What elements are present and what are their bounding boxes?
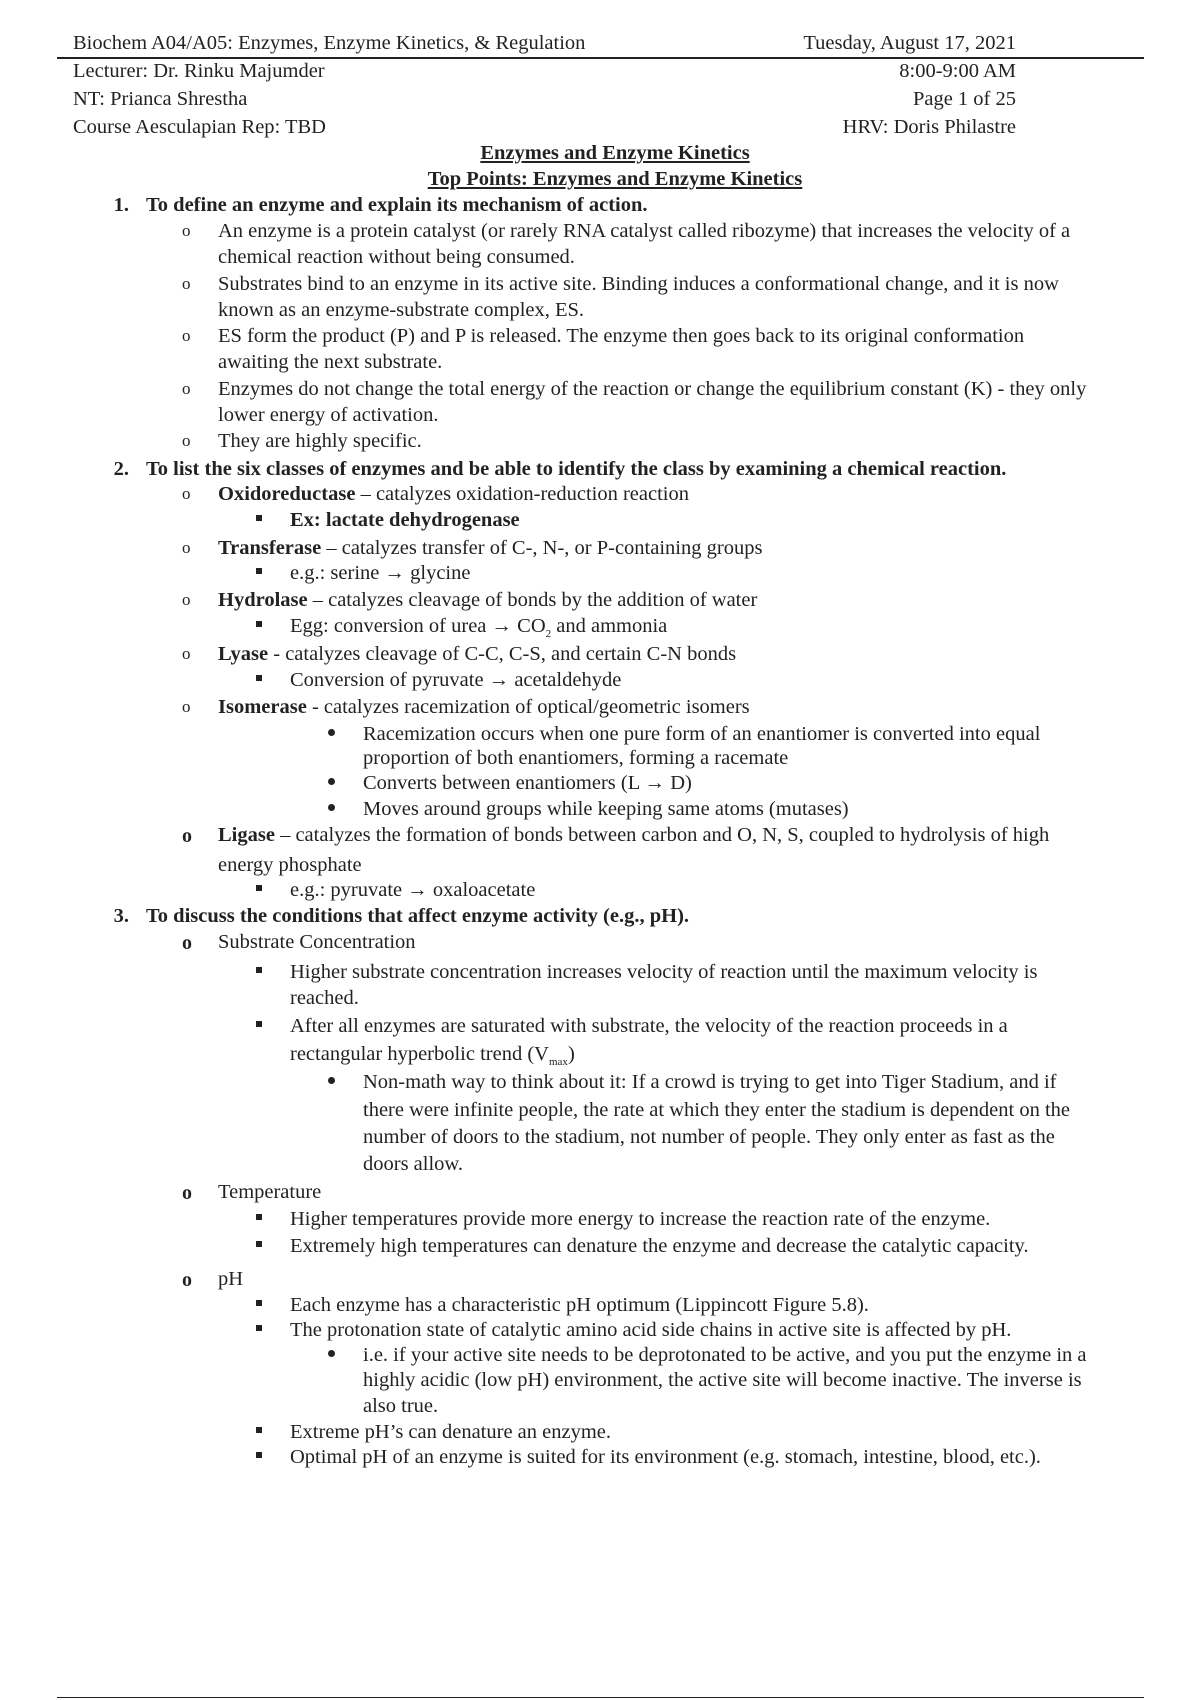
class-description: - catalyzes cleavage of C-C, C-S, and certain C-N bonds (268, 643, 737, 665)
list-item-cont: there were infinite people, the rate at which they enter the stadium is dependent on the (363, 1099, 1070, 1121)
list-item: Enzymes do not change the total energy of the reaction or change the equilibrium constant (K) - they only (218, 378, 1087, 400)
class-example: e.g.: pyruvate → oxaloacetate (290, 879, 536, 901)
circle-bullet-icon: o (182, 644, 191, 663)
square-bullet-icon (256, 621, 262, 627)
dot-bullet-icon (328, 1077, 335, 1084)
list-item: i.e. if your active site needs to be deprotonated to be active, and you put the enzyme in a (363, 1344, 1087, 1366)
list-item: After all enzymes are saturated with substrate, the velocity of the reaction proceeds in a (290, 1015, 1008, 1037)
circle-bullet-icon: o (182, 697, 191, 716)
class-description: – catalyzes cleavage of bonds by the addition of water (307, 589, 758, 611)
class-example: Ex: lactate dehydrogenase (290, 509, 520, 531)
list-item: Higher substrate concentration increases velocity of reaction until the maximum velocity is (290, 961, 1038, 983)
circle-bullet-icon: o (182, 484, 191, 503)
section-number: 1. (113, 194, 129, 216)
circle-bullet-icon: o (182, 431, 191, 450)
enzyme-class-oxidoreductase (218, 481, 689, 507)
dot-bullet-icon (328, 804, 335, 811)
list-item: Each enzyme has a characteristic pH optimum (Lippincott Figure 5.8). (290, 1294, 869, 1316)
class-name: Ligase (218, 824, 275, 846)
list-item: Non-math way to think about it: If a crowd is trying to get into Tiger Stadium, and if (363, 1071, 1057, 1093)
list-item-cont: doors allow. (363, 1153, 464, 1175)
list-item: Higher temperatures provide more energy to increase the reaction rate of the enzyme. (290, 1208, 991, 1230)
class-name: Transferase (218, 537, 322, 559)
list-item: Extremely high temperatures can denature the enzyme and decrease the catalytic capacity. (290, 1235, 1029, 1257)
header-row-1 (73, 30, 1016, 56)
circle-bullet-icon: o (182, 326, 191, 345)
list-item-cont: chemical reaction without being consumed. (218, 246, 575, 268)
list-item: The protonation state of catalytic amino acid side chains in active site is affected by pH. (290, 1319, 1012, 1341)
class-name: Hydrolase (218, 589, 308, 611)
aesculapian-rep: Course Aesculapian Rep: TBD (73, 116, 326, 138)
condition-label: Substrate Concentration (218, 931, 416, 953)
enzyme-class-lyase (218, 641, 736, 667)
list-item: An enzyme is a protein catalyst (or rarely RNA catalyst called ribozyme) that increases the velocity of a (218, 220, 1071, 242)
circle-bullet-icon: o (182, 590, 191, 609)
list-item: Substrates bind to an enzyme in its active site. Binding induces a conformational change, and it is now (218, 273, 1059, 295)
class-example: e.g.: serine → glycine (290, 562, 471, 584)
list-item-cont: number of doors to the stadium, not number of people. They only enter as fast as the (363, 1126, 1055, 1148)
course-title: Biochem A04/A05: Enzymes, Enzyme Kinetics, & Regulation (73, 32, 586, 54)
dot-bullet-icon (328, 778, 335, 785)
square-bullet-icon (256, 1021, 262, 1027)
circle-bullet-icon: o (182, 221, 191, 240)
square-bullet-icon (256, 568, 262, 574)
square-bullet-icon (256, 675, 262, 681)
lecture-time: 8:00-9:00 AM (899, 60, 1016, 82)
class-name: Isomerase (218, 696, 307, 718)
class-name: Lyase (218, 643, 269, 665)
list-item: Optimal pH of an enzyme is suited for its environment (e.g. stomach, intestine, blood, etc.). (290, 1446, 1041, 1468)
list-item-cont: known as an enzyme-substrate complex, ES. (218, 299, 585, 321)
list-item-cont: proportion of both enantiomers, forming a racemate (363, 747, 789, 769)
list-item-cont: highly acidic (low pH) environment, the active site will become inactive. The inverse is (363, 1369, 1082, 1391)
square-bullet-icon (256, 967, 262, 973)
circle-bullet-icon: o (182, 538, 191, 557)
section-number: 2. (113, 458, 129, 480)
lecture-date: Tuesday, August 17, 2021 (803, 32, 1016, 54)
page-number: Page 1 of 25 (912, 88, 1016, 110)
class-example: Conversion of pyruvate → acetaldehyde (290, 669, 622, 691)
list-item: Converts between enantiomers (L → D) (363, 772, 692, 794)
list-item-cont: lower energy of activation. (218, 404, 439, 426)
page-subtitle: Top Points: Enzymes and Enzyme Kinetics (427, 168, 803, 190)
list-item: Moves around groups while keeping same atoms (mutases) (363, 798, 849, 820)
header-row-3 (73, 86, 1016, 112)
enzyme-class-ligase (218, 822, 1049, 848)
list-item: Extreme pH’s can denature an enzyme. (290, 1421, 612, 1443)
footer-rule (57, 1697, 1144, 1698)
square-bullet-icon (256, 1427, 262, 1433)
enzyme-class-transferase (218, 535, 762, 561)
list-item: They are highly specific. (218, 430, 422, 452)
section-heading: To define an enzyme and explain its mechanism of action. (146, 194, 648, 216)
condition-label: Temperature (218, 1181, 322, 1203)
class-name: Oxidoreductase (218, 483, 356, 505)
header-row-4 (73, 114, 1016, 140)
enzyme-class-isomerase (218, 694, 750, 720)
dot-bullet-icon (328, 729, 335, 736)
enzyme-class-hydrolase (218, 587, 757, 613)
list-item-cont: also true. (363, 1395, 439, 1417)
list-item-cont: reached. (290, 987, 359, 1009)
hrv: HRV: Doris Philastre (842, 116, 1016, 138)
square-bullet-icon (256, 1241, 262, 1247)
square-bullet-icon (256, 1214, 262, 1220)
square-bullet-icon (256, 885, 262, 891)
circle-bullet-icon: o (182, 274, 191, 293)
header-row-2 (73, 58, 1016, 84)
dot-bullet-icon (328, 1350, 335, 1357)
list-item-cont: energy phosphate (218, 854, 362, 876)
section-number: 3. (113, 905, 129, 927)
circle-bullet-icon: o (182, 932, 192, 954)
class-example: Egg: conversion of urea → $CO_2$ and ammonia (290, 615, 668, 641)
list-item: Racemization occurs when one pure form of an enantiomer is converted into equal (363, 723, 1041, 745)
square-bullet-icon (256, 1452, 262, 1458)
square-bullet-icon (256, 1300, 262, 1306)
lecturer: Lecturer: Dr. Rinku Majumder (73, 60, 325, 82)
list-item-cont: awaiting the next substrate. (218, 351, 443, 373)
class-description: – catalyzes the formation of bonds between carbon and O, N, S, coupled to hydrolysis of high (274, 824, 1050, 846)
square-bullet-icon (256, 1325, 262, 1331)
circle-bullet-icon: o (182, 825, 192, 847)
section-heading: To list the six classes of enzymes and be able to identify the class by examining a chemical reaction. (146, 458, 1007, 480)
note-taker: NT: Prianca Shrestha (73, 88, 248, 110)
circle-bullet-icon: o (182, 379, 191, 398)
page-title: Enzymes and Enzyme Kinetics (480, 142, 750, 164)
condition-label: pH (218, 1268, 244, 1290)
circle-bullet-icon: o (182, 1269, 192, 1291)
class-description: - catalyzes racemization of optical/geometric isomers (306, 696, 750, 718)
square-bullet-icon (256, 515, 262, 521)
class-description: – catalyzes transfer of C-, N-, or P-containing groups (321, 537, 763, 559)
list-item: ES form the product (P) and P is released. The enzyme then goes back to its original conformation (218, 325, 1025, 347)
class-description: – catalyzes oxidation-reduction reaction (355, 483, 689, 505)
section-heading: To discuss the conditions that affect enzyme activity (e.g., pH). (146, 905, 690, 927)
circle-bullet-icon: o (182, 1182, 192, 1204)
list-item-cont: rectangular hyperbolic trend $(V_{max})$ (290, 1043, 575, 1069)
